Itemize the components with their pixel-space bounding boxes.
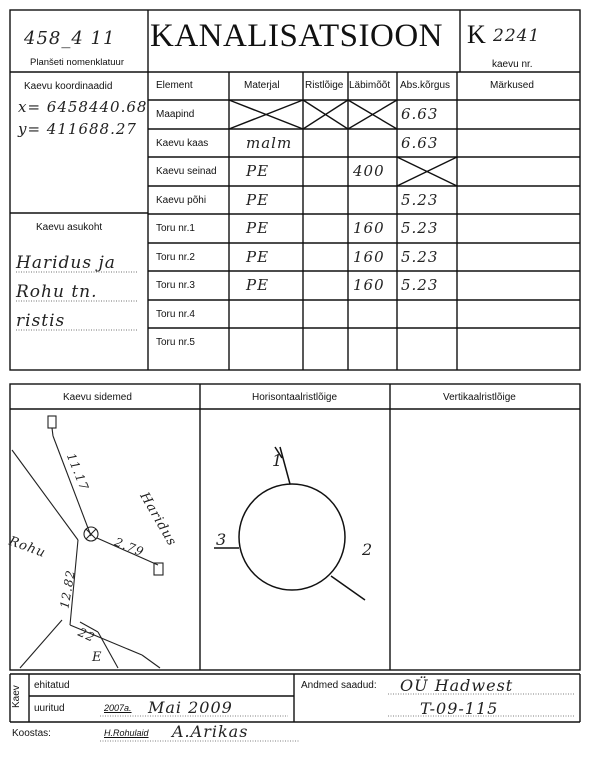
- row-height: 5.23: [401, 248, 439, 266]
- row-height: 6.63: [401, 105, 439, 123]
- sheet-number: 458_4 11: [24, 28, 116, 49]
- street-label-haridus: Haridus: [136, 489, 180, 550]
- surveyed-label: uuritud: [34, 703, 65, 714]
- col-header-notes: Märkused: [490, 80, 534, 91]
- row-height: 6.63: [401, 134, 439, 152]
- row-element: Toru nr.5: [156, 337, 195, 348]
- row-element: Kaevu põhi: [156, 195, 207, 206]
- pipe-label-3: 3: [216, 530, 228, 549]
- surveyed-hand: Mai 2009: [148, 698, 233, 717]
- row-height: 5.23: [401, 191, 439, 209]
- row-diameter: 160: [353, 219, 385, 237]
- composed-print: H.Rohulaid: [104, 728, 149, 738]
- building-number: 22: [75, 625, 98, 645]
- location-line-1: Haridus ja: [16, 253, 116, 273]
- data-source-line-2: T-09-115: [420, 699, 499, 718]
- sheet-label: Planšeti nomenklatuur: [30, 57, 124, 68]
- row-material: PE: [246, 191, 270, 209]
- pipe-label-1: 1: [272, 451, 284, 470]
- composed-label: Koostas:: [12, 728, 51, 739]
- row-element: Toru nr.3: [156, 280, 195, 291]
- well-prefix: K: [467, 20, 486, 49]
- row-diameter: 400: [353, 162, 385, 180]
- row-height: 5.23: [401, 219, 439, 237]
- location-line-2: Rohu tn.: [16, 282, 98, 302]
- coord-y: y= 411688.27: [18, 120, 137, 138]
- pipe-label-2: 2: [362, 540, 374, 559]
- row-element: Toru nr.1: [156, 223, 195, 234]
- row-diameter: 160: [353, 248, 385, 266]
- location-label: Kaevu asukoht: [36, 222, 103, 233]
- horizontal-section: [214, 447, 365, 600]
- building-letter: E: [92, 650, 103, 665]
- diagram-col-horizontal: Horisontaalristlõige: [252, 392, 338, 403]
- built-label: ehitatud: [34, 680, 70, 691]
- coords-label: Kaevu koordinaadid: [24, 81, 113, 92]
- col-header-element: Element: [156, 80, 193, 91]
- col-header-material: Materjal: [244, 80, 280, 91]
- row-material: PE: [246, 219, 270, 237]
- composed-hand: A.Arikas: [172, 722, 249, 741]
- dist-label-2: 2.79: [112, 534, 147, 560]
- col-header-cross: Ristlõige: [305, 80, 344, 91]
- row-element: Kaevu kaas: [156, 138, 209, 149]
- row-material: malm: [246, 134, 293, 152]
- col-header-diameter: Läbimõõt: [349, 80, 391, 91]
- col-header-height: Abs.kõrgus: [400, 80, 451, 91]
- row-height: 5.23: [401, 276, 439, 294]
- row-diameter: 160: [353, 276, 385, 294]
- row-material: PE: [246, 248, 270, 266]
- page-title: KANALISATSIOON: [150, 18, 443, 54]
- coord-x: x= 6458440.68: [18, 98, 148, 116]
- data-source-label: Andmed saadud:: [301, 680, 377, 691]
- row-material: PE: [246, 276, 270, 294]
- row-element: Toru nr.4: [156, 309, 195, 320]
- row-element: Toru nr.2: [156, 252, 195, 263]
- row-material: PE: [246, 162, 270, 180]
- location-line-3: ristis: [16, 311, 66, 331]
- diagram-col-vertical: Vertikaalristlõige: [443, 392, 516, 403]
- well-number: 2241: [493, 26, 541, 46]
- dist-label-1: 11.17: [63, 451, 92, 493]
- well-label: kaevu nr.: [492, 59, 533, 70]
- row-element: Maapind: [156, 109, 195, 120]
- data-source-line-1: OÜ Hadwest: [400, 676, 514, 695]
- surveyed-print: 2007a.: [104, 703, 132, 713]
- street-label-rohu: Rohu: [6, 533, 48, 562]
- diagram-col-connections: Kaevu sidemed: [63, 392, 132, 403]
- row-element: Kaevu seinad: [156, 166, 217, 177]
- kaev-side-label: Kaev: [11, 685, 22, 708]
- dist-label-3: 12.82: [57, 568, 78, 610]
